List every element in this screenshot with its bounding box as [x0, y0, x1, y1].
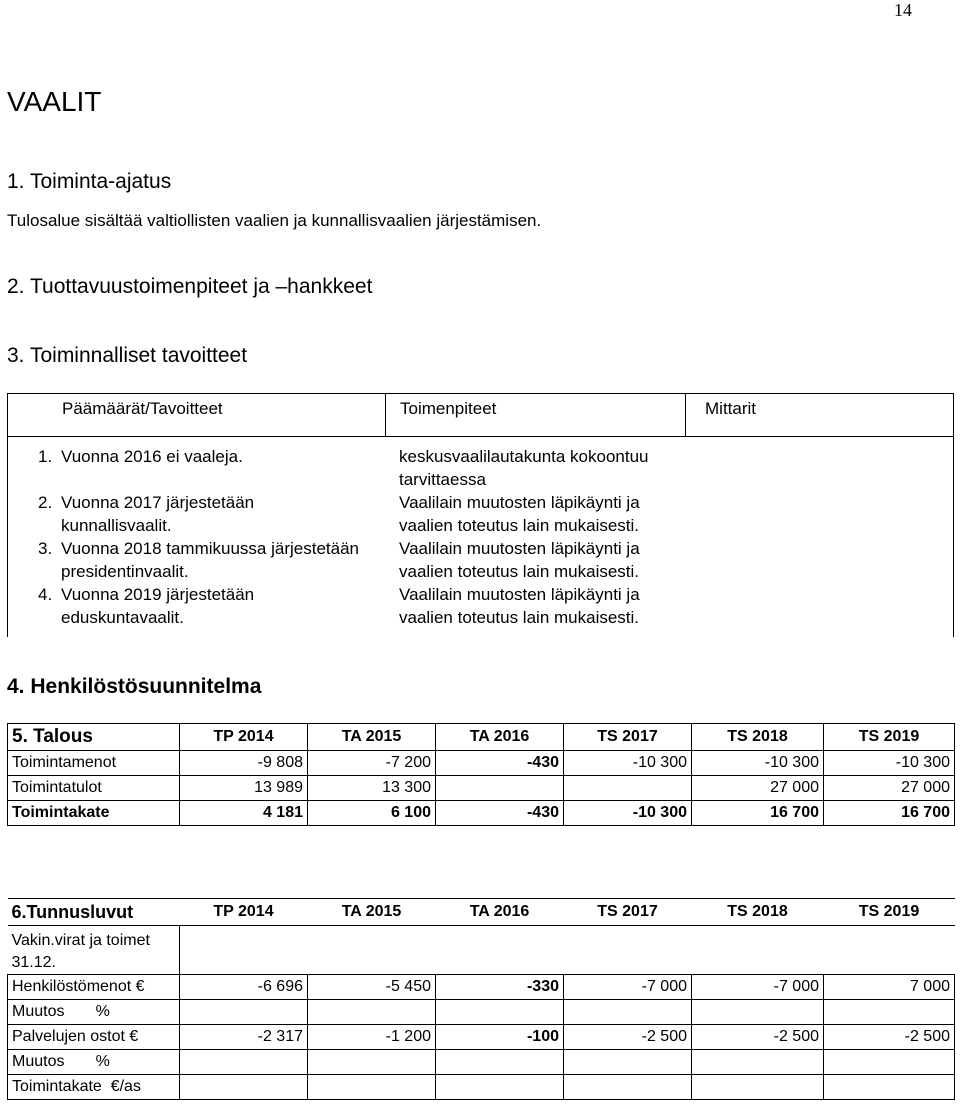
cell: -2 317 [180, 1025, 308, 1050]
row-label: Palvelujen ostot € [8, 1025, 180, 1050]
cell: 13 300 [308, 776, 436, 801]
action-text: keskusvaalilautakunta kokoontuu tarvittaessa [399, 447, 649, 489]
table-row [8, 1050, 955, 1075]
cell [692, 1075, 824, 1100]
col-header: TP 2014 [180, 724, 308, 751]
cell: -7 200 [308, 751, 436, 776]
cell [564, 1000, 692, 1025]
cell: -10 300 [692, 751, 824, 776]
cell [692, 926, 824, 975]
cell: -100 [436, 1025, 564, 1050]
cell [180, 1075, 308, 1100]
table-row [8, 926, 955, 975]
cell: 6 100 [308, 801, 436, 826]
cell: -7 000 [692, 975, 824, 1000]
cell: -10 300 [824, 751, 955, 776]
col-header: TS 2019 [824, 724, 955, 751]
cell: -10 300 [564, 801, 692, 826]
cell: -330 [436, 975, 564, 1000]
cell [692, 1050, 824, 1075]
cell [564, 926, 692, 975]
cell: -9 808 [180, 751, 308, 776]
col-header: TS 2019 [824, 899, 955, 926]
cell [436, 1050, 564, 1075]
goal-text: Vuonna 2019 järjestetään eduskuntavaalit. [61, 585, 255, 627]
cell: -430 [436, 801, 564, 826]
cell [308, 1050, 436, 1075]
cell: -2 500 [824, 1025, 955, 1050]
section-heading-tavoitteet: 3. Toiminnalliset tavoitteet [7, 344, 248, 367]
row-label: Toimintamenot [8, 751, 180, 776]
cell: 27 000 [692, 776, 824, 801]
row-label: Henkilöstömenot € [8, 975, 180, 1000]
col-header: TA 2015 [308, 724, 436, 751]
row-label: Toimintakate €/as [8, 1075, 180, 1100]
goals-col-header: Päämäärät/Tavoitteet [62, 399, 223, 418]
action-text: Vaalilain muutosten läpikäynti ja vaalien toteutus lain mukaisesti. [399, 585, 640, 627]
cell [180, 926, 308, 975]
cell: -2 500 [692, 1025, 824, 1050]
action-text: Vaalilain muutosten läpikäynti ja vaalien toteutus lain mukaisesti. [399, 539, 640, 581]
col-header: TS 2018 [692, 724, 824, 751]
col-header: TS 2017 [564, 724, 692, 751]
col-header: TA 2016 [436, 899, 564, 926]
cell: -1 200 [308, 1025, 436, 1050]
cell [692, 1000, 824, 1025]
goal-number: 1. [38, 447, 53, 466]
cell [436, 1075, 564, 1100]
cell [180, 1050, 308, 1075]
cell: -6 696 [180, 975, 308, 1000]
goals-col-header: Mittarit [705, 399, 756, 418]
table-row [8, 801, 955, 826]
cell [564, 776, 692, 801]
cell [824, 926, 955, 975]
cell [436, 926, 564, 975]
cell: 4 181 [180, 801, 308, 826]
action-text: Vaalilain muutosten läpikäynti ja vaalien toteutus lain mukaisesti. [399, 493, 640, 535]
cell [308, 1075, 436, 1100]
row-label: Muutos % [8, 1050, 180, 1075]
table-row [8, 975, 955, 1000]
cell: 16 700 [824, 801, 955, 826]
tunnusluvut-heading: 6.Tunnusluvut [8, 899, 180, 926]
cell: -10 300 [564, 751, 692, 776]
goals-table [7, 393, 954, 637]
cell [308, 1000, 436, 1025]
cell [824, 1075, 955, 1100]
cell [564, 1050, 692, 1075]
tunnusluvut-table [7, 898, 955, 1100]
cell [824, 1050, 955, 1075]
cell [308, 926, 436, 975]
table-row [8, 1075, 955, 1100]
cell: 27 000 [824, 776, 955, 801]
table-row [8, 751, 955, 776]
cell [824, 1000, 955, 1025]
talous-heading: 5. Talous [8, 724, 180, 751]
table-row [8, 1000, 955, 1025]
col-header: TA 2016 [436, 724, 564, 751]
section-heading-toiminta-ajatus: 1. Toiminta-ajatus [7, 170, 172, 193]
cell: 16 700 [692, 801, 824, 826]
page-number: 14 [894, 0, 912, 20]
cell: -430 [436, 751, 564, 776]
row-label: Vakin.virat ja toimet 31.12. [8, 926, 180, 975]
goal-number: 2. [38, 493, 53, 512]
section-heading-tuottavuus: 2. Tuottavuustoimenpiteet ja –hankkeet [7, 275, 373, 298]
table-row [8, 1025, 955, 1050]
section-heading-henkilosto: 4. Henkilöstösuunnitelma [7, 675, 262, 698]
cell: -5 450 [308, 975, 436, 1000]
page-title: VAALIT [7, 86, 102, 117]
cell [436, 1000, 564, 1025]
cell: 7 000 [824, 975, 955, 1000]
cell: -2 500 [564, 1025, 692, 1050]
row-label: Toimintakate [8, 801, 180, 826]
talous-table [7, 723, 955, 826]
row-label: Muutos % [8, 1000, 180, 1025]
cell [180, 1000, 308, 1025]
table-header-row [8, 899, 955, 926]
goal-number: 4. [38, 585, 53, 604]
row-label: Toimintatulot [8, 776, 180, 801]
col-header: TP 2014 [180, 899, 308, 926]
goal-text: Vuonna 2018 tammikuussa järjestetään presidentinvaalit. [61, 539, 359, 581]
table-header-row [8, 724, 955, 751]
col-header: TS 2018 [692, 899, 824, 926]
cell [436, 776, 564, 801]
goal-text: Vuonna 2016 ei vaaleja. [61, 447, 243, 466]
goal-number: 3. [38, 539, 53, 558]
goal-text: Vuonna 2017 järjestetään kunnallisvaalit. [61, 493, 255, 535]
col-header: TA 2015 [308, 899, 436, 926]
col-header: TS 2017 [564, 899, 692, 926]
goals-col-header: Toimenpiteet [400, 399, 497, 418]
table-row [8, 776, 955, 801]
cell: 13 989 [180, 776, 308, 801]
cell [564, 1075, 692, 1100]
section-text-toiminta-ajatus: Tulosalue sisältää valtiollisten vaalien ja kunnallisvaalien järjestämisen. [7, 211, 542, 230]
cell: -7 000 [564, 975, 692, 1000]
